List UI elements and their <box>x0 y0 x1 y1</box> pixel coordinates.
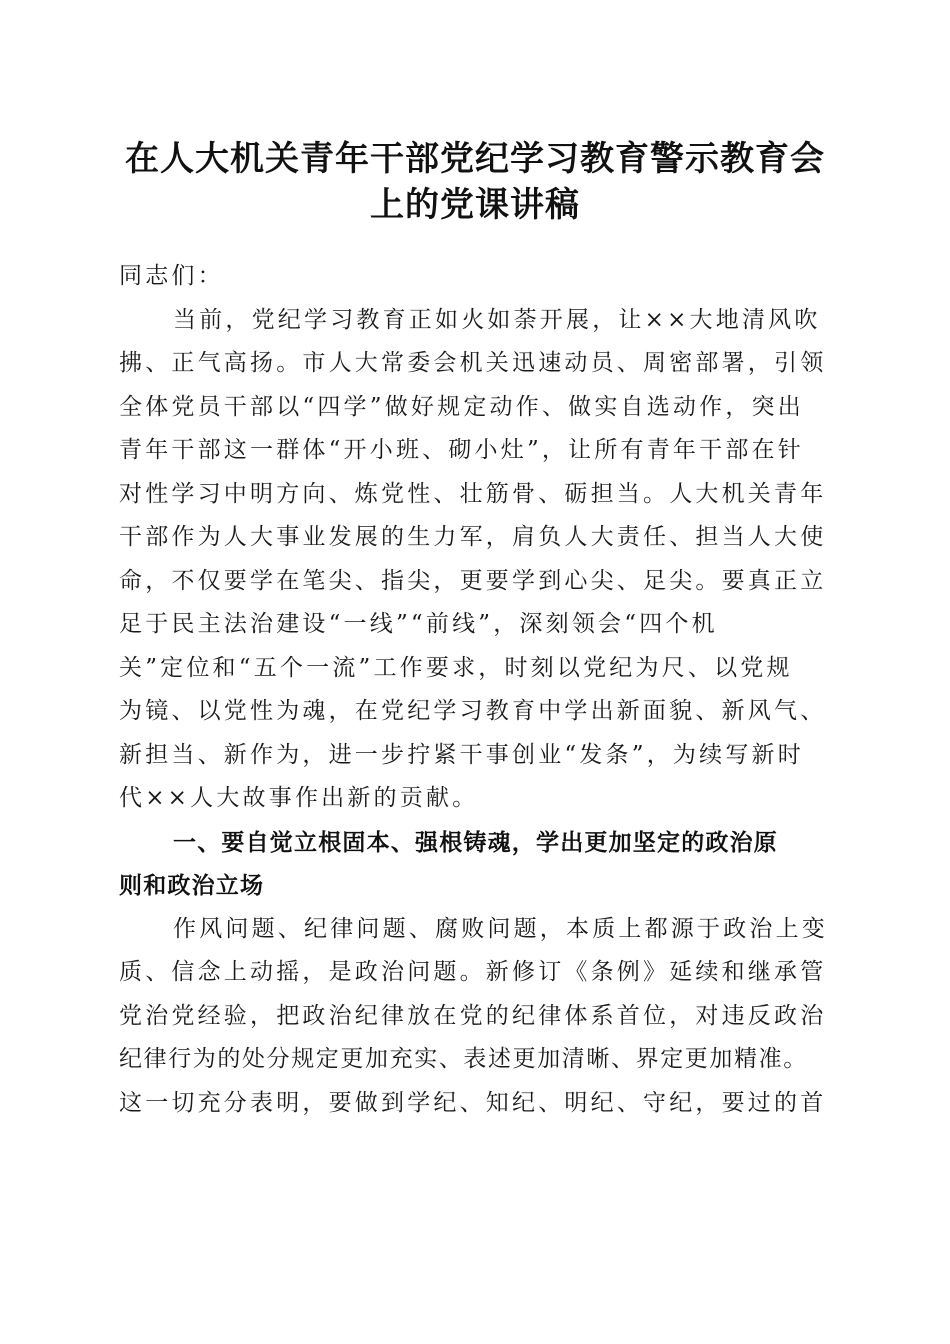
section-heading-1 <box>119 821 835 908</box>
salutation: 同志们： <box>119 263 224 289</box>
paragraph-line: 质、信念上动摇，是政治问题。新修订《条例》延续和继承管 <box>119 959 827 985</box>
paragraph-section-1 <box>119 908 835 1126</box>
heading-line: 一、要自觉立根固本、强根铸魂，学出更加坚定的政治原 <box>173 828 778 856</box>
paragraph-line: 新担当、新作为，进一步拧紧干事创业“发条”，为续写新时 <box>119 741 804 768</box>
title-line-1: 在人大机关青年干部党纪学习教育警示教育会 <box>125 139 825 179</box>
paragraph-line: 作风问题、纪律问题、腐败问题，本质上都源于政治上变 <box>173 915 828 942</box>
paragraph-line: 当前，党纪学习教育正如火如荼开展，让××大地清风吹 <box>173 306 821 333</box>
paragraph-line: 代××人大故事作出新的贡献。 <box>119 785 479 811</box>
paragraph-line: 足于民主法治建设“一线”“前线”，深刻领会“四个机 <box>119 611 718 637</box>
paragraph-line: 这一切充分表明，要做到学纪、知纪、明纪、守纪，要过的首 <box>119 1089 827 1116</box>
paragraph-line: 青年干部这一群体“开小班、砌小灶”，让所有青年干部在针 <box>119 437 804 463</box>
paragraph-line: 对性学习中明方向、炼党性、壮筋骨、砺担当。人大机关青年 <box>119 480 827 507</box>
paragraph-line: 纪律行为的处分规定更加充实、表述更加清晰、界定更加精准。 <box>119 1046 808 1072</box>
document-title <box>100 136 850 228</box>
paragraph-line: 干部作为人大事业发展的生力军，肩负人大责任、担当人大使 <box>119 524 827 550</box>
title-line-2: 上的党课讲稿 <box>370 185 580 225</box>
paragraph-line: 为镜、以党性为魂，在党纪学习教育中学出新面貌、新风气、 <box>119 698 827 724</box>
paragraph-line: 全体党员干部以“四学”做好规定动作、做实自选动作，突出 <box>119 393 804 420</box>
paragraph-intro <box>119 299 835 821</box>
paragraph-line: 关”定位和“五个一流”工作要求，时刻以党纪为尺、以党规 <box>119 654 793 681</box>
paragraph-line: 命，不仅要学在笔尖、指尖，更要学到心尖、足尖。要真正立 <box>119 567 827 594</box>
heading-line: 则和政治立场 <box>119 872 265 899</box>
paragraph-line: 拂、正气高扬。市人大常委会机关迅速动员、周密部署，引领 <box>119 350 827 376</box>
paragraph-line: 党治党经验，把政治纪律放在党的纪律体系首位，对违反政治 <box>119 1002 827 1029</box>
document-body <box>119 255 835 1125</box>
